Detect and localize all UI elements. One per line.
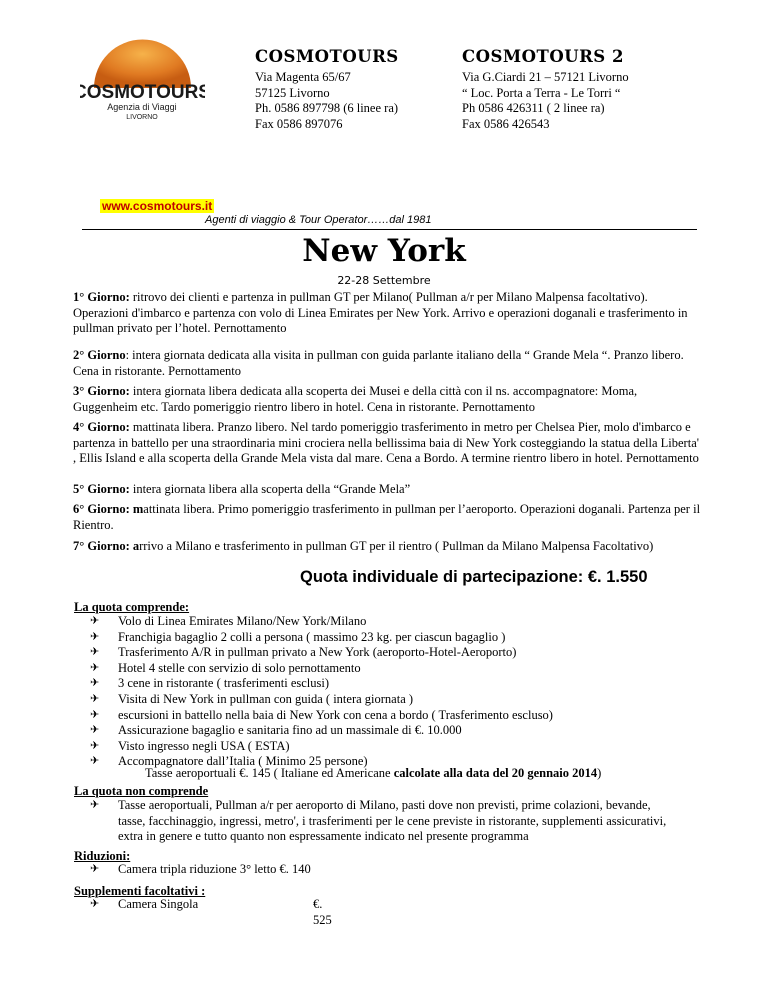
plane-icon: ✈ — [90, 799, 100, 811]
list-item: ✈ Hotel 4 stelle con servizio di solo pernottamento — [90, 660, 361, 675]
list-item: ✈ Camera tripla riduzione 3° letto €. 140 — [90, 862, 311, 876]
price-heading: Quota individuale di partecipazione: €. 1.550 — [300, 568, 648, 586]
plane-icon: ✈ — [90, 724, 100, 737]
svg-text:Agenzia di Viaggi: Agenzia di Viaggi — [107, 102, 177, 112]
list-item: ✈ Assicurazione bagaglio e sanitaria fino ad un massimale di €. 10.000 — [90, 723, 462, 738]
plane-icon: ✈ — [90, 739, 100, 752]
office1-address: Via Magenta 65/67 57125 Livorno Ph. 0586 897798 (6 linee ra) Fax 0586 897076 — [255, 70, 399, 131]
website-link[interactable]: www.cosmotours.it — [102, 199, 213, 213]
supplements-list — [88, 897, 332, 927]
day-6: 6° Giorno: mattinata libera. Primo pomeriggio trasferimento in pullman per l’aeroporto. Operazioni doganali. Partenza per il Rientro. — [73, 502, 701, 532]
day-4: 4° Giorno: mattinata libera. Pranzo libero. Nel tardo pomeriggio trasferimento in metro per Chelsea Pier, molo d'imbarco e partenza in battello per una straordinaria mini crociera nella bellissima baia di New York costeggiando la statua della Liberta' , Ellis Island e alla scoperta della Grande Mela vista dal mare. Cena a Bordo. A termine rientro libero in hotel. Pernottamento — [73, 420, 699, 465]
includes-list — [88, 614, 553, 770]
list-item: ✈ Accompagnatore dall’Italia ( Minimo 25 persone) — [90, 754, 368, 769]
header-divider — [82, 229, 697, 230]
list-item: ✈ Trasferimento A/R in pullman privato a New York (aeroporto-Hotel-Aeroporto) — [90, 645, 517, 660]
excludes-heading: La quota non comprende — [74, 784, 209, 798]
company-logo — [80, 30, 205, 130]
plane-icon: ✈ — [90, 692, 100, 705]
includes-heading: La quota comprende: — [74, 600, 190, 614]
trip-dates: 22-28 Settembre — [337, 274, 431, 287]
plane-icon: ✈ — [90, 755, 100, 768]
reductions-heading: Riduzioni: — [74, 849, 131, 863]
plane-icon: ✈ — [90, 863, 100, 875]
office2-name: COSMOTOURS 2 — [462, 47, 624, 66]
tagline: Agenti di viaggio & Tour Operator……dal 1981 — [205, 214, 432, 226]
plane-icon: ✈ — [90, 677, 100, 690]
plane-icon: ✈ — [90, 661, 100, 674]
single-room-price: €. 525 — [313, 897, 332, 927]
day-5: 5° Giorno: intera giornata libera alla scoperta della “Grande Mela” — [73, 482, 411, 496]
list-item: ✈ Tasse aeroportuali, Pullman a/r per aeroporto di Milano, pasti dove non previsti, prime colazioni, bevande, tasse, facchinaggio, ingressi, metro', i trasferimenti per le cene previste in ristorante, supplementi assicurativi, extra in genere e tutto quanto non espressamente indicato nel presente programma — [90, 798, 667, 844]
page-title: New York — [302, 233, 466, 269]
list-item: ✈ Camera Singola €. 525 — [90, 897, 332, 927]
plane-icon: ✈ — [90, 708, 100, 721]
list-item: ✈ Franchigia bagaglio 2 colli a persona ( massimo 23 kg. per ciascun bagaglio ) — [90, 629, 506, 644]
day-3: 3° Giorno: intera giornata libera dedicata alla scoperta dei Musei e della città con il ns. accompagnatore: Moma, Guggenheim etc. Tardo pomeriggio rientro libero in hotel. Cena in ristorante. Pernottamento — [73, 384, 638, 414]
list-item: ✈ 3 cene in ristorante ( trasferimenti esclusi) — [90, 676, 330, 691]
supplements-heading: Supplementi facoltativi : — [74, 884, 206, 898]
list-item: ✈ Visita di New York in pullman con guida ( intera giornata ) — [90, 691, 414, 706]
plane-icon: ✈ — [90, 630, 100, 643]
svg-text:LIVORNO: LIVORNO — [126, 114, 158, 121]
reductions-list — [88, 862, 311, 878]
day-1: 1° Giorno: ritrovo dei clienti e partenza in pullman GT per Milano( Pullman a/r per Milano Malpensa facoltativo). Operazioni d'imbarco e partenza con volo di Linea Emirates per New York. Arrivo e operazioni doganali e trasferimento in pullman privato per l’hotel. Pernottamento — [73, 290, 688, 335]
excludes-list — [88, 798, 668, 845]
list-item: ✈ Visto ingresso negli USA ( ESTA) — [90, 738, 290, 753]
office2-address: Via G.Ciardi 21 – 57121 Livorno “ Loc. Porta a Terra - Le Torri “ Ph 0586 426311 ( 2 linee ra) Fax 0586 426543 — [462, 70, 629, 131]
airport-taxes: Tasse aeroportuali €. 145 ( Italiane ed Americane calcolate alla data del 20 gennaio 2014) — [145, 766, 602, 780]
list-item: ✈ Volo di Linea Emirates Milano/New York/Milano — [90, 614, 367, 628]
logo-text: COSMOTOURS — [80, 82, 205, 103]
plane-icon: ✈ — [90, 646, 100, 659]
day-2: 2° Giorno: intera giornata dedicata alla visita in pullman con guida parlante italiano della “ Grande Mela “. Pranzo libero. Cena in ristorante. Pernottamento — [73, 348, 684, 378]
plane-icon: ✈ — [90, 898, 100, 910]
plane-icon: ✈ — [90, 615, 100, 627]
office1-name: COSMOTOURS — [255, 47, 399, 66]
day-7: 7° Giorno: arrivo a Milano e trasferimento in pullman GT per il rientro ( Pullman da Milano Malpensa Facoltativo) — [73, 539, 654, 553]
list-item: ✈ escursioni in battello nella baia di New York con cena a bordo ( Trasferimento escluso) — [90, 707, 553, 722]
